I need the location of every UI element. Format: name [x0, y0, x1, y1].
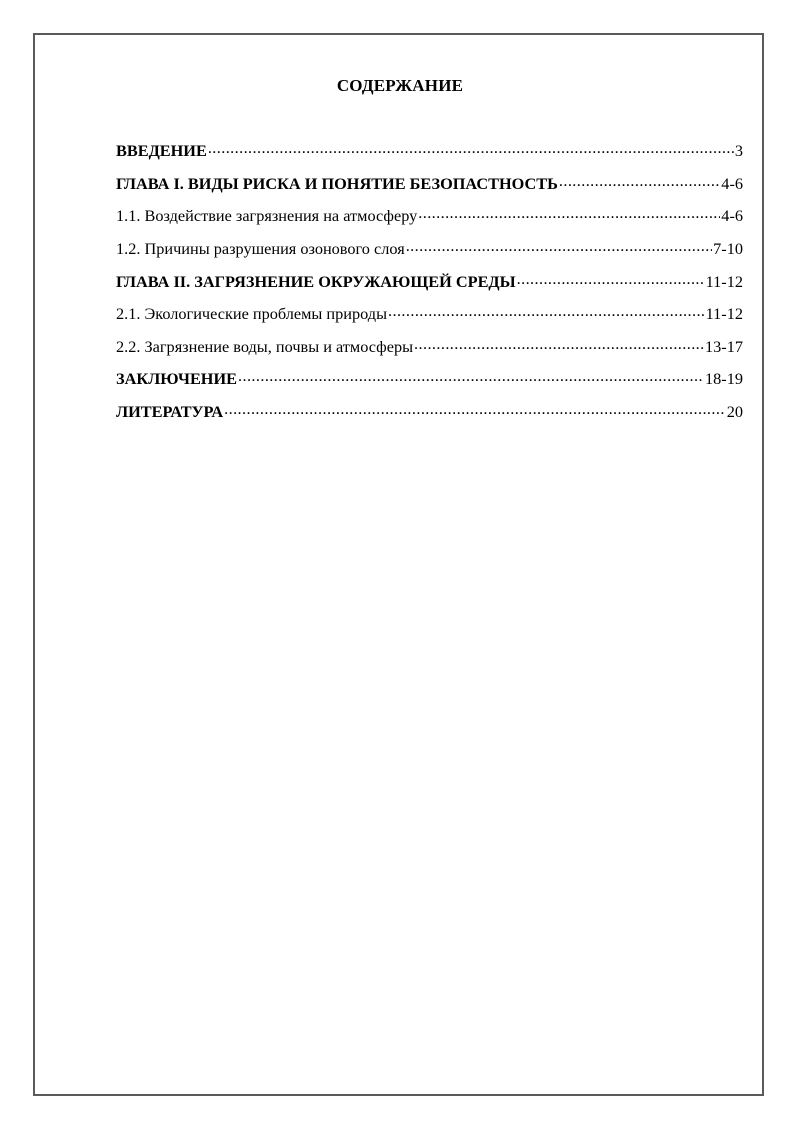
toc-entry-introduction — [116, 140, 743, 173]
toc-entry-page: 13-17 — [705, 336, 743, 356]
toc-entry-label: ЗАКЛЮЧЕНИЕ — [116, 369, 237, 389]
toc-dot-leader — [559, 173, 720, 189]
toc-dot-leader — [238, 368, 704, 384]
toc-entry-page: 11-12 — [705, 271, 743, 291]
toc-entry-section-1-2 — [116, 238, 743, 271]
toc-entry-section-1-1 — [116, 205, 743, 238]
toc-entry-label: ЛИТЕРАТУРА — [116, 402, 224, 422]
toc-entry-page: 3 — [734, 141, 743, 161]
toc-entry-page: 18-19 — [705, 369, 743, 389]
toc-entry-page: 7-10 — [713, 239, 743, 259]
toc-entry-chapter-1 — [116, 173, 743, 206]
toc-entry-label: 2.1. Экологические проблемы природы — [116, 304, 388, 324]
toc-dot-leader — [406, 238, 712, 254]
toc-dot-leader — [224, 401, 726, 417]
table-of-contents — [116, 140, 743, 433]
toc-entry-page: 20 — [726, 402, 743, 422]
toc-dot-leader — [418, 205, 720, 221]
toc-entry-page: 11-12 — [705, 304, 743, 324]
toc-dot-leader — [414, 336, 704, 352]
toc-entry-chapter-2 — [116, 270, 743, 303]
toc-entry-label: ГЛАВА I. ВИДЫ РИСКА И ПОНЯТИЕ БЕЗОПАСТНОСТЬ — [116, 173, 558, 193]
toc-entry-section-2-2 — [116, 336, 743, 369]
toc-entry-label: 1.1. Воздействие загрязнения на атмосферу — [116, 206, 418, 226]
toc-entry-page: 4-6 — [721, 173, 743, 193]
toc-dot-leader — [517, 270, 705, 286]
toc-entry-page: 4-6 — [721, 206, 743, 226]
toc-entry-label: ГЛАВА II. ЗАГРЯЗНЕНИЕ ОКРУЖАЮЩЕЙ СРЕДЫ — [116, 271, 516, 291]
toc-entry-label: ВВЕДЕНИЕ — [116, 141, 207, 161]
toc-entry-label: 2.2. Загрязнение воды, почвы и атмосферы — [116, 336, 414, 356]
toc-entry-section-2-1 — [116, 303, 743, 336]
toc-title: СОДЕРЖАНИЕ — [336, 76, 464, 95]
toc-dot-leader — [388, 303, 705, 319]
toc-entry-conclusion — [116, 368, 743, 401]
toc-entry-label: 1.2. Причины разрушения озонового слоя — [116, 239, 405, 259]
toc-entry-literature — [116, 401, 743, 434]
toc-dot-leader — [208, 140, 734, 156]
